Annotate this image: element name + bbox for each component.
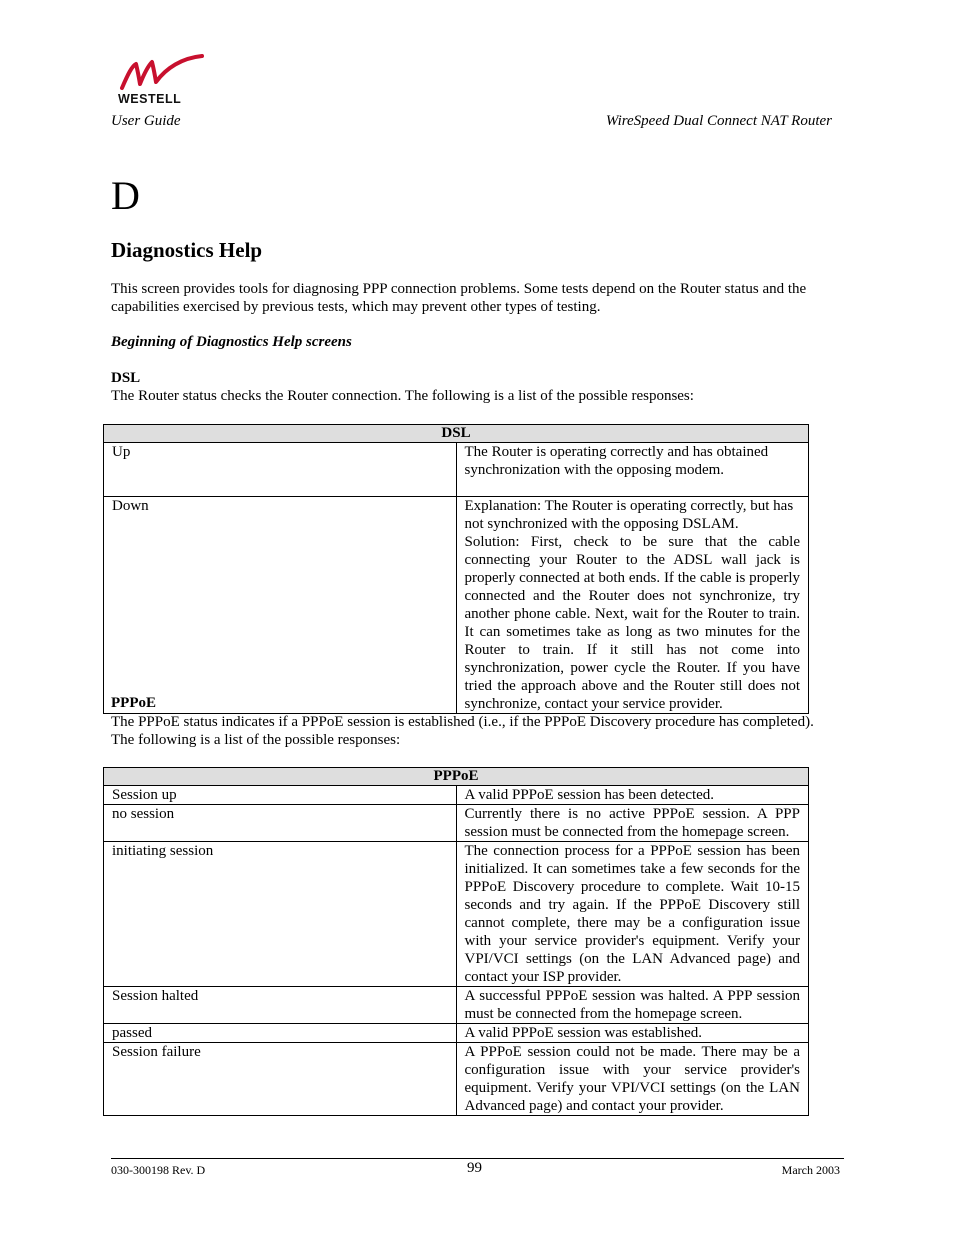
row-label: initiating session [104, 842, 457, 987]
row-label: Session halted [104, 987, 457, 1024]
header-right-title: WireSpeed Dual Connect NAT Router [605, 113, 832, 129]
table-row [104, 1043, 809, 1116]
pppoe-table-header: PPPoE [104, 768, 809, 786]
row-text: A PPPoE session could not be made. There may be a configuration issue with your service provider's equipment. Verify your VPI/VCI settings (on the LAN Advanced page) and contact your provider. [456, 1043, 809, 1116]
row-label: Up [104, 443, 457, 497]
row-explanation: Explanation: The Router is operating correctly, but has not synchronized with the opposing DSLAM. [464, 498, 794, 532]
row-text: The connection process for a PPPoE session has been initialized. It can sometimes take a few seconds for the PPPoE Discovery procedure to complete. Wait 10-15 seconds and try again. If the PPPoE Discovery still cannot complete, there may be a configuration issue with your service provider's equipment. Verify your VPI/VCI settings (on the LAN Advanced page) and contact your ISP provider. [456, 842, 809, 987]
footer-divider [111, 1158, 844, 1159]
screens-heading: Beginning of Diagnostics Help screens [111, 334, 352, 350]
row-text: A successful PPPoE session was halted. A PPP session must be connected from the homepage screen. [456, 987, 809, 1024]
row-label: Session failure [104, 1043, 457, 1116]
row-label: Session up [104, 786, 457, 805]
table-row [104, 443, 809, 497]
table-row [104, 987, 809, 1024]
row-text: A valid PPPoE session was established. [456, 1024, 809, 1043]
westell-logo-mark-icon [118, 54, 204, 94]
pppoe-description: The PPPoE status indicates if a PPPoE session is established (i.e., if the PPPoE Discovery procedure has completed). The following is a list of the possible responses: [111, 714, 814, 748]
row-text: A valid PPPoE session has been detected. [456, 786, 809, 805]
footer-date: March 2003 [781, 1163, 840, 1177]
table-row [104, 842, 809, 987]
footer-doc-number: 030-300198 Rev. D [111, 1163, 206, 1177]
row-text: The Router is operating correctly and has obtained synchronization with the opposing modem. [456, 443, 809, 497]
pppoe-table [103, 767, 809, 1116]
pppoe-heading: PPPoE [111, 695, 156, 711]
dsl-description: The Router status checks the Router connection. The following is a list of the possible responses: [111, 388, 694, 404]
header-left-title: User Guide [111, 113, 181, 129]
table-header-row [104, 425, 809, 443]
chapter-letter: D [111, 173, 140, 218]
table-row [104, 1024, 809, 1043]
row-label: no session [104, 805, 457, 842]
row-solution: Solution: First, check to be sure that the cable connecting your Router to the ADSL wall jack is properly connected at both ends. If the cable is properly connected and the Router does not synchronize, try another phone cable. Next, wait for the Router to train. It can sometimes take as long as two minutes for the Router to train. If it still has not come into synchronization, power cycle the Router. If you have tried the approach above and the Router still does not synchronize, contact your service provider. [464, 534, 800, 712]
footer-page-number: 99 [467, 1160, 482, 1176]
table-row [104, 497, 809, 714]
row-text-cell [456, 497, 809, 714]
table-header-row [104, 768, 809, 786]
table-row [104, 786, 809, 805]
row-label: Down [104, 497, 457, 714]
section-title: Diagnostics Help [111, 238, 263, 262]
logo-wordmark: WESTELL [118, 92, 182, 106]
row-text: Currently there is no active PPPoE session. A PPP session must be connected from the homepage screen. [456, 805, 809, 842]
row-label: passed [104, 1024, 457, 1043]
westell-logo [118, 54, 204, 108]
intro-paragraph: This screen provides tools for diagnosing PPP connection problems. Some tests depend on the Router status and the capabilities exercised by previous tests, which may prevent other types of testing. [111, 281, 807, 315]
dsl-table [103, 424, 809, 714]
dsl-table-header: DSL [104, 425, 809, 443]
dsl-heading: DSL [111, 370, 141, 386]
table-row [104, 805, 809, 842]
